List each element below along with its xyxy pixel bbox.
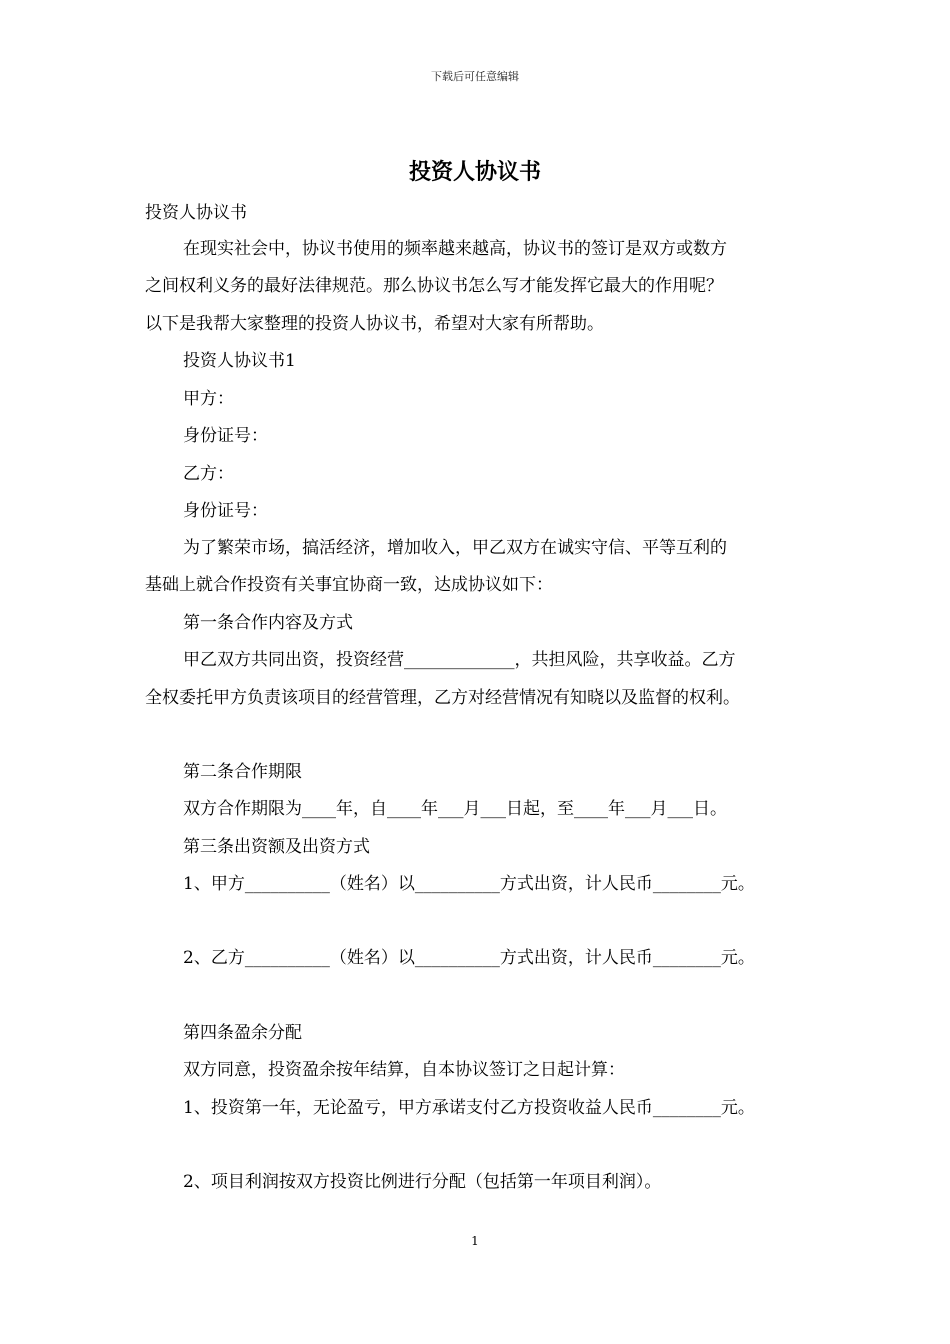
article-2-line-1: 双方合作期限为____年，自____年___月___日起，至____年___月___日。 bbox=[183, 799, 727, 819]
article-3-heading: 第三条出资额及出资方式 bbox=[183, 837, 370, 857]
preamble-line-2: 基础上就合作投资有关事宜协商一致，达成协议如下： bbox=[145, 575, 553, 595]
article-4-item-2: 2、项目利润按双方投资比例进行分配（包括第一年项目利润）。 bbox=[183, 1172, 662, 1192]
article-1-line-2: 全权委托甲方负责该项目的经营管理，乙方对经营情况有知晓以及监督的权利。 bbox=[145, 688, 740, 708]
intro-line-2: 之间权利义务的最好法律规范。那么协议书怎么写才能发挥它最大的作用呢？ bbox=[145, 276, 723, 296]
article-1-heading: 第一条合作内容及方式 bbox=[183, 613, 353, 633]
article-4-heading: 第四条盈余分配 bbox=[183, 1023, 302, 1043]
party-b-label: 乙方： bbox=[183, 464, 234, 484]
subtitle-line: 投资人协议书 bbox=[145, 203, 247, 223]
party-a-id-label: 身份证号： bbox=[183, 426, 268, 446]
article-1-line-1: 甲乙双方共同出资，投资经营_____________，共担风险，共享收益。乙方 bbox=[183, 650, 736, 670]
intro-line-1: 在现实社会中，协议书使用的频率越来越高，协议书的签订是双方或数方 bbox=[183, 239, 727, 259]
preamble-line-1: 为了繁荣市场，搞活经济，增加收入，甲乙双方在诚实守信、平等互利的 bbox=[183, 538, 727, 558]
article-4-item-1: 1、投资第一年，无论盈亏，甲方承诺支付乙方投资收益人民币________元。 bbox=[183, 1098, 755, 1118]
article-3-item-1: 1、甲方__________（姓名）以__________方式出资，计人民币________元。 bbox=[183, 874, 755, 894]
article-3-item-2: 2、乙方__________（姓名）以__________方式出资，计人民币________元。 bbox=[183, 948, 755, 968]
agreement-heading: 投资人协议书1 bbox=[183, 351, 296, 371]
article-2-heading: 第二条合作期限 bbox=[183, 762, 302, 782]
header-note: 下载后可任意编辑 bbox=[431, 70, 519, 83]
page-number: 1 bbox=[471, 1234, 479, 1248]
article-4-intro: 双方同意，投资盈余按年结算，自本协议签订之日起计算： bbox=[183, 1060, 625, 1080]
party-a-label: 甲方： bbox=[183, 389, 234, 409]
intro-line-3: 以下是我帮大家整理的投资人协议书，希望对大家有所帮助。 bbox=[145, 314, 604, 334]
party-b-id-label: 身份证号： bbox=[183, 501, 268, 521]
document-title: 投资人协议书 bbox=[408, 160, 541, 185]
